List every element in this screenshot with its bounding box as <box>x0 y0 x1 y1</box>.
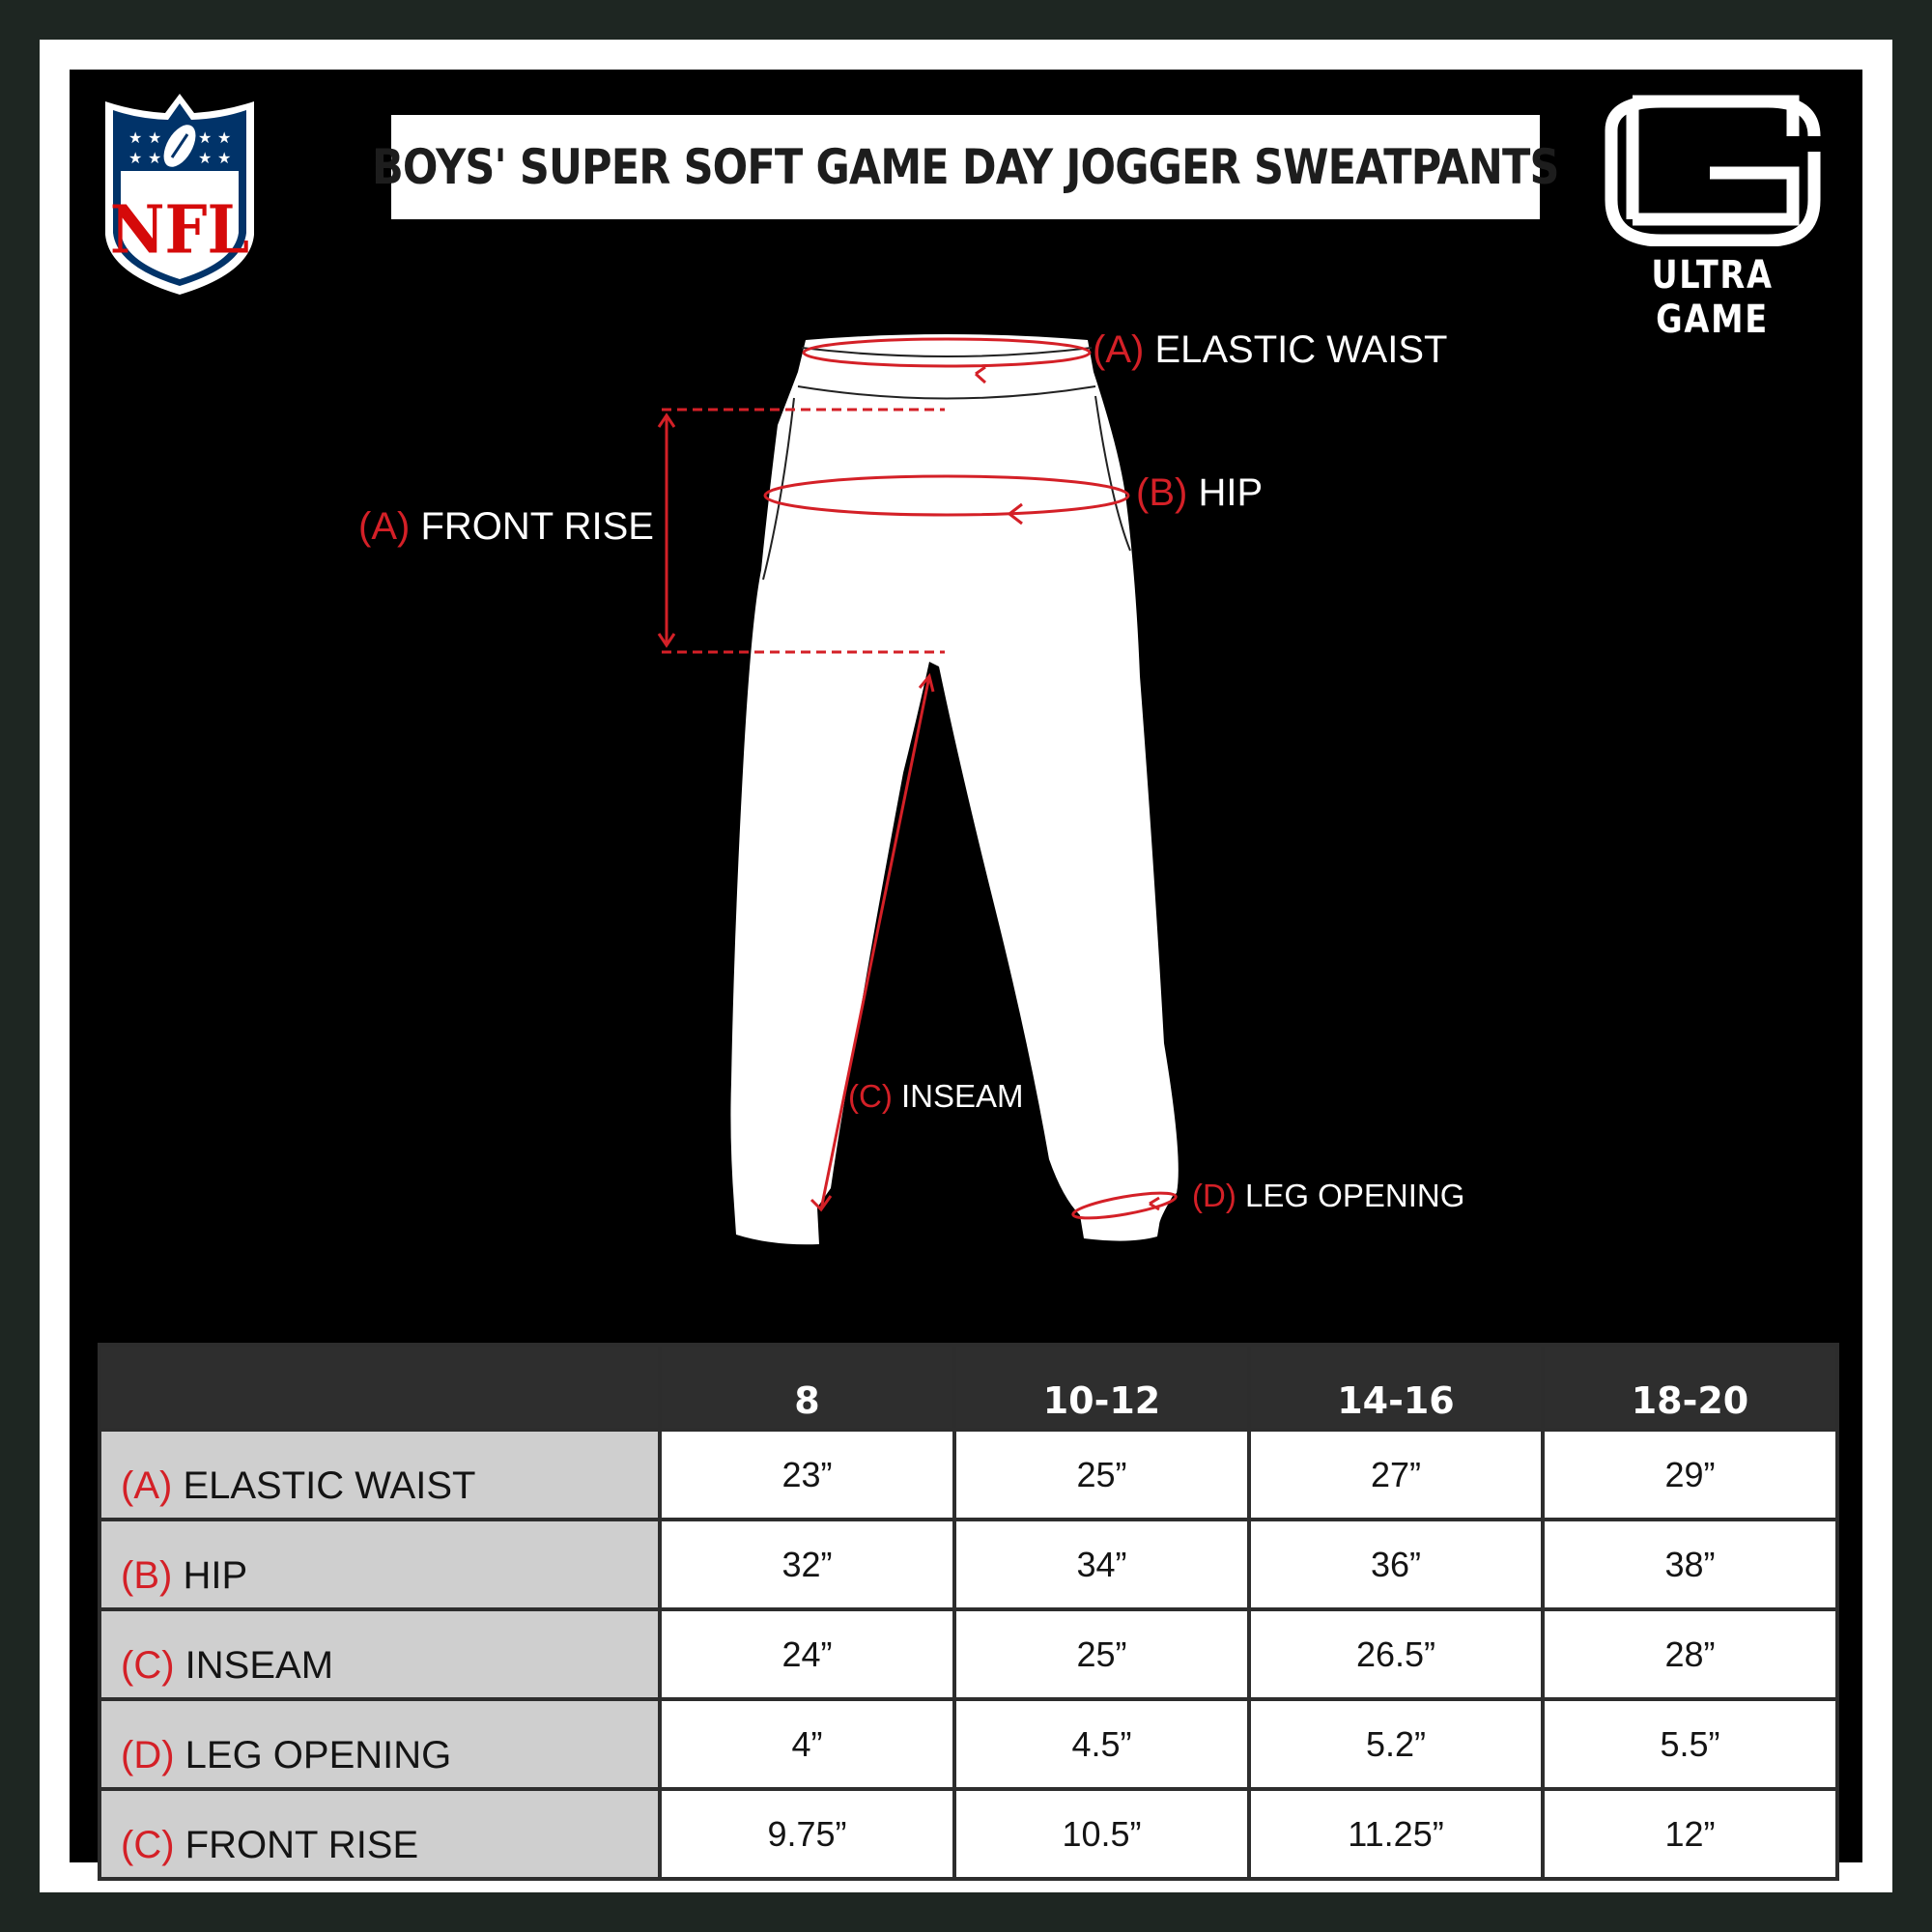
svg-text:★: ★ <box>217 149 232 167</box>
callout-leg-opening <box>1192 1178 1464 1214</box>
row-letter: (A) <box>121 1464 173 1507</box>
table-cell: 24” <box>660 1609 954 1699</box>
row-label-text: LEG OPENING <box>185 1734 452 1776</box>
callout-inseam <box>848 1078 1024 1115</box>
row-label-text: FRONT RISE <box>185 1824 419 1866</box>
row-label <box>99 1609 660 1699</box>
table-cell: 36” <box>1249 1520 1543 1609</box>
svg-text:★: ★ <box>148 149 162 167</box>
callout-elastic-waist <box>1093 328 1447 372</box>
ultra-game-wordmark: ULTRA GAME <box>1651 253 1774 342</box>
table-cell: 29” <box>1543 1430 1837 1520</box>
table-cell: 9.75” <box>660 1789 954 1879</box>
row-label <box>99 1699 660 1789</box>
header-cell: 14-16 <box>1249 1345 1543 1430</box>
table-row <box>99 1520 1837 1609</box>
callout-letter: (B) <box>1136 471 1188 514</box>
table-cell: 38” <box>1543 1520 1837 1609</box>
callout-front-rise <box>358 505 654 549</box>
table-cell: 23” <box>660 1430 954 1520</box>
table-cell: 32” <box>660 1520 954 1609</box>
table-cell: 27” <box>1249 1430 1543 1520</box>
table-cell: 10.5” <box>954 1789 1249 1879</box>
table-cell: 4.5” <box>954 1699 1249 1789</box>
row-letter: (C) <box>121 1644 175 1687</box>
row-letter: (C) <box>121 1824 175 1866</box>
row-label-text: ELASTIC WAIST <box>183 1464 476 1507</box>
callout-label: INSEAM <box>900 1078 1024 1114</box>
header-cell: 18-20 <box>1543 1345 1837 1430</box>
svg-text:★: ★ <box>148 128 162 147</box>
table-cell: 11.25” <box>1249 1789 1543 1879</box>
callout-letter: (A) <box>1093 328 1145 371</box>
callout-label: LEG OPENING <box>1244 1178 1465 1213</box>
table-cell: 4” <box>660 1699 954 1789</box>
svg-text:★: ★ <box>198 149 213 167</box>
row-label <box>99 1520 660 1609</box>
row-label <box>99 1789 660 1879</box>
table-cell: 26.5” <box>1249 1609 1543 1699</box>
callout-letter: (A) <box>358 505 411 548</box>
header-cell: 10-12 <box>954 1345 1249 1430</box>
row-letter: (B) <box>121 1554 173 1597</box>
size-table <box>98 1343 1839 1881</box>
table-cell: 25” <box>954 1609 1249 1699</box>
row-label-text: HIP <box>183 1554 248 1597</box>
row-letter: (D) <box>121 1734 175 1776</box>
table-row <box>99 1609 1837 1699</box>
table-cell: 34” <box>954 1520 1249 1609</box>
svg-text:★: ★ <box>198 128 213 147</box>
svg-text:★: ★ <box>128 128 143 147</box>
row-label <box>99 1430 660 1520</box>
callout-label: FRONT RISE <box>420 505 654 548</box>
row-label-text: INSEAM <box>185 1644 334 1687</box>
svg-text:NFL: NFL <box>109 191 250 270</box>
table-cell: 12” <box>1543 1789 1837 1879</box>
svg-text:★: ★ <box>128 149 143 167</box>
page-title: BOYS' SUPER SOFT GAME DAY JOGGER SWEATPANTS <box>372 139 1559 195</box>
table-cell: 5.2” <box>1249 1699 1543 1789</box>
callout-hip <box>1136 471 1263 515</box>
table-row <box>99 1699 1837 1789</box>
table-cell: 25” <box>954 1430 1249 1520</box>
svg-text:★: ★ <box>217 128 232 147</box>
table-row <box>99 1789 1837 1879</box>
callout-label: ELASTIC WAIST <box>1154 328 1448 371</box>
table-cell: 28” <box>1543 1609 1837 1699</box>
header-cell: 8 <box>660 1345 954 1430</box>
callout-letter: (C) <box>848 1078 893 1114</box>
table-header-row <box>99 1345 1837 1430</box>
callout-letter: (D) <box>1192 1178 1236 1213</box>
table-cell: 5.5” <box>1543 1699 1837 1789</box>
table-row <box>99 1430 1837 1520</box>
header-cell <box>99 1345 660 1430</box>
callout-label: HIP <box>1198 471 1264 514</box>
